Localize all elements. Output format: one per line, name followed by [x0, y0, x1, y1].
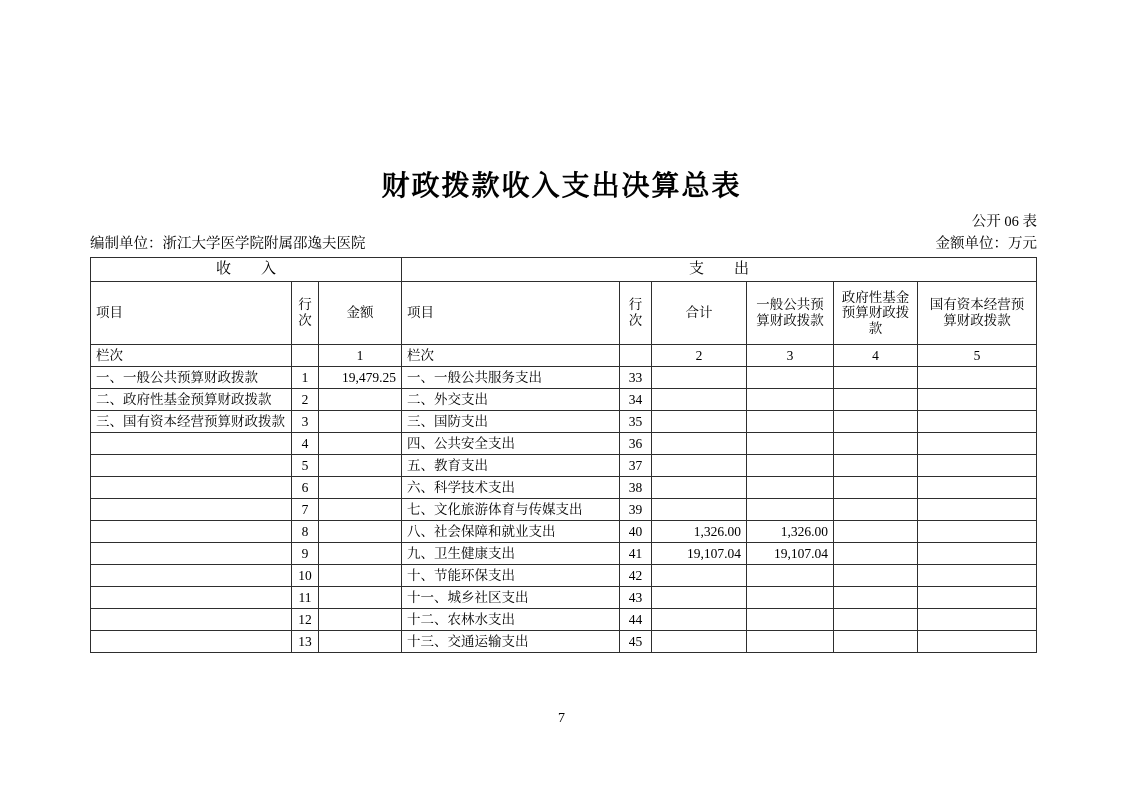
exp-state-capital-cell [918, 411, 1037, 433]
exp-state-capital-cell [918, 609, 1037, 631]
table-row [91, 543, 1037, 565]
income-item-cell [91, 455, 292, 477]
table-row [91, 367, 1037, 389]
index-income-label: 栏次 [91, 345, 292, 367]
exp-state-capital-cell [918, 565, 1037, 587]
exp-total-cell: 1,326.00 [652, 521, 747, 543]
column-index-row [91, 345, 1037, 367]
exp-line-cell: 35 [620, 411, 652, 433]
exp-general-cell [747, 477, 834, 499]
exp-gov-fund-cell [834, 499, 918, 521]
exp-line-cell: 39 [620, 499, 652, 521]
income-item-cell [91, 477, 292, 499]
table-row [91, 587, 1037, 609]
income-item-cell [91, 631, 292, 653]
income-amount-cell [319, 455, 402, 477]
index-income-amount: 1 [319, 345, 402, 367]
income-line-cell: 3 [292, 411, 319, 433]
exp-general-cell [747, 367, 834, 389]
exp-state-capital-cell [918, 477, 1037, 499]
income-line-cell: 10 [292, 565, 319, 587]
exp-item-cell: 三、国防支出 [402, 411, 620, 433]
table-row [91, 499, 1037, 521]
exp-total-cell [652, 411, 747, 433]
exp-item-cell: 九、卫生健康支出 [402, 543, 620, 565]
table-row [91, 433, 1037, 455]
index-exp-gov-fund: 4 [834, 345, 918, 367]
exp-line-cell: 41 [620, 543, 652, 565]
income-amount-cell [319, 433, 402, 455]
exp-gov-fund-cell [834, 565, 918, 587]
col-header-exp-state-capital-budget: 国有资本经营预算财政拨款 [918, 282, 1037, 345]
col-header-exp-gov-fund-budget: 政府性基金预算财政拨款 [834, 282, 918, 345]
exp-item-cell: 一、一般公共服务支出 [402, 367, 620, 389]
col-header-income-amount: 金额 [319, 282, 402, 345]
income-line-cell: 9 [292, 543, 319, 565]
section-header-row [91, 258, 1037, 282]
exp-state-capital-cell [918, 367, 1037, 389]
income-line-cell: 4 [292, 433, 319, 455]
exp-gov-fund-cell [834, 631, 918, 653]
exp-state-capital-cell [918, 543, 1037, 565]
exp-line-cell: 38 [620, 477, 652, 499]
exp-general-cell [747, 455, 834, 477]
income-line-cell: 13 [292, 631, 319, 653]
exp-gov-fund-cell [834, 543, 918, 565]
exp-general-cell: 19,107.04 [747, 543, 834, 565]
income-amount-cell [319, 521, 402, 543]
index-exp-total: 2 [652, 345, 747, 367]
col-header-income-line: 行次 [292, 282, 319, 345]
income-item-cell [91, 565, 292, 587]
index-exp-general: 3 [747, 345, 834, 367]
income-line-cell: 12 [292, 609, 319, 631]
income-line-cell: 2 [292, 389, 319, 411]
exp-gov-fund-cell [834, 367, 918, 389]
exp-item-cell: 二、外交支出 [402, 389, 620, 411]
exp-state-capital-cell [918, 499, 1037, 521]
index-income-line [292, 345, 319, 367]
income-amount-cell [319, 631, 402, 653]
exp-state-capital-cell [918, 433, 1037, 455]
col-header-exp-item: 项目 [402, 282, 620, 345]
exp-gov-fund-cell [834, 433, 918, 455]
exp-total-cell [652, 499, 747, 521]
income-item-cell: 二、政府性基金预算财政拨款 [91, 389, 292, 411]
table-row [91, 631, 1037, 653]
exp-state-capital-cell [918, 455, 1037, 477]
fiscal-appropriation-table [90, 257, 1037, 653]
exp-item-cell: 十、节能环保支出 [402, 565, 620, 587]
table-row [91, 609, 1037, 631]
index-exp-state-capital: 5 [918, 345, 1037, 367]
exp-line-cell: 44 [620, 609, 652, 631]
exp-general-cell [747, 631, 834, 653]
exp-gov-fund-cell [834, 587, 918, 609]
exp-total-cell [652, 455, 747, 477]
exp-line-cell: 45 [620, 631, 652, 653]
exp-item-cell: 六、科学技术支出 [402, 477, 620, 499]
exp-gov-fund-cell [834, 521, 918, 543]
exp-item-cell: 十二、农林水支出 [402, 609, 620, 631]
table-row [91, 389, 1037, 411]
exp-total-cell [652, 565, 747, 587]
exp-state-capital-cell [918, 389, 1037, 411]
income-amount-cell [319, 609, 402, 631]
income-amount-cell [319, 499, 402, 521]
exp-line-cell: 34 [620, 389, 652, 411]
income-line-cell: 5 [292, 455, 319, 477]
col-header-exp-total: 合计 [652, 282, 747, 345]
exp-general-cell [747, 565, 834, 587]
exp-line-cell: 36 [620, 433, 652, 455]
income-item-cell [91, 433, 292, 455]
income-amount-cell [319, 411, 402, 433]
table-row [91, 477, 1037, 499]
exp-general-cell [747, 587, 834, 609]
exp-item-cell: 五、教育支出 [402, 455, 620, 477]
exp-item-cell: 七、文化旅游体育与传媒支出 [402, 499, 620, 521]
page-number: 7 [558, 711, 565, 726]
income-item-cell [91, 609, 292, 631]
income-line-cell: 7 [292, 499, 319, 521]
income-item-cell [91, 499, 292, 521]
col-header-exp-general-budget: 一般公共预算财政拨款 [747, 282, 834, 345]
column-header-row [91, 282, 1037, 345]
exp-line-cell: 40 [620, 521, 652, 543]
exp-total-cell [652, 631, 747, 653]
exp-total-cell [652, 367, 747, 389]
exp-line-cell: 37 [620, 455, 652, 477]
income-line-cell: 6 [292, 477, 319, 499]
exp-general-cell [747, 389, 834, 411]
income-line-cell: 11 [292, 587, 319, 609]
exp-item-cell: 八、社会保障和就业支出 [402, 521, 620, 543]
exp-general-cell [747, 411, 834, 433]
table-row [91, 455, 1037, 477]
income-line-cell: 8 [292, 521, 319, 543]
exp-state-capital-cell [918, 587, 1037, 609]
exp-line-cell: 42 [620, 565, 652, 587]
exp-gov-fund-cell [834, 609, 918, 631]
income-amount-cell [319, 477, 402, 499]
exp-item-cell: 十一、城乡社区支出 [402, 587, 620, 609]
income-item-cell [91, 587, 292, 609]
prepared-by-unit: 编制单位：浙江大学医学院附属邵逸夫医院 [90, 236, 366, 252]
exp-gov-fund-cell [834, 455, 918, 477]
exp-line-cell: 33 [620, 367, 652, 389]
income-amount-cell [319, 587, 402, 609]
exp-general-cell [747, 609, 834, 631]
table-row [91, 411, 1037, 433]
income-amount-cell [319, 543, 402, 565]
index-exp-line [620, 345, 652, 367]
index-exp-label: 栏次 [402, 345, 620, 367]
income-section-header: 收 入 [91, 258, 402, 282]
exp-gov-fund-cell [834, 477, 918, 499]
income-amount-cell: 19,479.25 [319, 367, 402, 389]
page-title: 财政拨款收入支出决算总表 [381, 170, 742, 201]
exp-gov-fund-cell [834, 411, 918, 433]
col-header-income-item: 项目 [91, 282, 292, 345]
income-item-cell [91, 543, 292, 565]
exp-total-cell [652, 433, 747, 455]
expenditure-section-header: 支 出 [402, 258, 1037, 282]
exp-total-cell [652, 477, 747, 499]
form-code: 公开 06 表 [971, 214, 1037, 230]
meta-line [90, 232, 1037, 253]
exp-total-cell [652, 389, 747, 411]
col-header-exp-line: 行次 [620, 282, 652, 345]
table-row [91, 521, 1037, 543]
exp-item-cell: 四、公共安全支出 [402, 433, 620, 455]
income-amount-cell [319, 565, 402, 587]
income-item-cell: 一、一般公共预算财政拨款 [91, 367, 292, 389]
exp-total-cell [652, 609, 747, 631]
income-amount-cell [319, 389, 402, 411]
exp-state-capital-cell [918, 631, 1037, 653]
exp-state-capital-cell [918, 521, 1037, 543]
income-item-cell [91, 521, 292, 543]
income-line-cell: 1 [292, 367, 319, 389]
exp-item-cell: 十三、交通运输支出 [402, 631, 620, 653]
amount-unit-label: 金额单位：万元 [935, 236, 1037, 252]
exp-general-cell [747, 499, 834, 521]
exp-total-cell [652, 587, 747, 609]
exp-total-cell: 19,107.04 [652, 543, 747, 565]
exp-general-cell: 1,326.00 [747, 521, 834, 543]
exp-general-cell [747, 433, 834, 455]
income-item-cell: 三、国有资本经营预算财政拨款 [91, 411, 292, 433]
exp-gov-fund-cell [834, 389, 918, 411]
exp-line-cell: 43 [620, 587, 652, 609]
table-row [91, 565, 1037, 587]
